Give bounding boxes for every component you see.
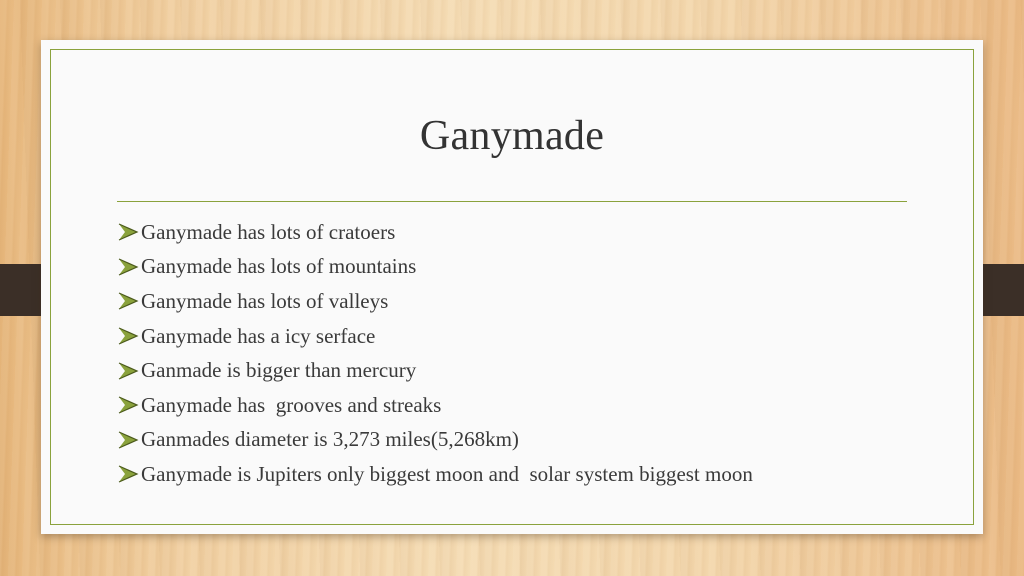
bullet-list: [117, 215, 753, 492]
slide-title: Ganymade: [419, 113, 605, 159]
list-item: [117, 250, 753, 285]
list-item: [117, 457, 753, 492]
arrowhead-bullet-icon: [117, 464, 139, 484]
bullet-text: Ganymade has lots of valleys: [141, 288, 389, 313]
bullet-text: Ganmades diameter is 3,273 miles(5,268km): [141, 427, 519, 452]
bullet-text: Ganymade is Jupiters only biggest moon and solar system biggest moon: [141, 461, 753, 486]
list-item: [117, 423, 753, 458]
title-divider: [117, 201, 907, 202]
arrowhead-bullet-icon: [117, 326, 139, 346]
bullet-text: Ganymade has a icy serface: [141, 323, 376, 348]
list-item: [117, 284, 753, 319]
list-item: [117, 388, 753, 423]
bullet-text: Ganymade has lots of cratoers: [141, 219, 396, 244]
arrowhead-bullet-icon: [117, 395, 139, 415]
arrowhead-bullet-icon: [117, 430, 139, 450]
bullet-text: Ganymade has lots of mountains: [141, 254, 417, 279]
bullet-text: Ganymade has grooves and streaks: [141, 392, 442, 417]
list-item: [117, 319, 753, 354]
bullet-text: Ganmade is bigger than mercury: [141, 358, 417, 383]
arrowhead-bullet-icon: [117, 257, 139, 277]
arrowhead-bullet-icon: [117, 361, 139, 381]
arrowhead-bullet-icon: [117, 222, 139, 242]
slide-card: [41, 40, 983, 534]
arrowhead-bullet-icon: [117, 291, 139, 311]
list-item: [117, 215, 753, 250]
list-item: [117, 353, 753, 388]
